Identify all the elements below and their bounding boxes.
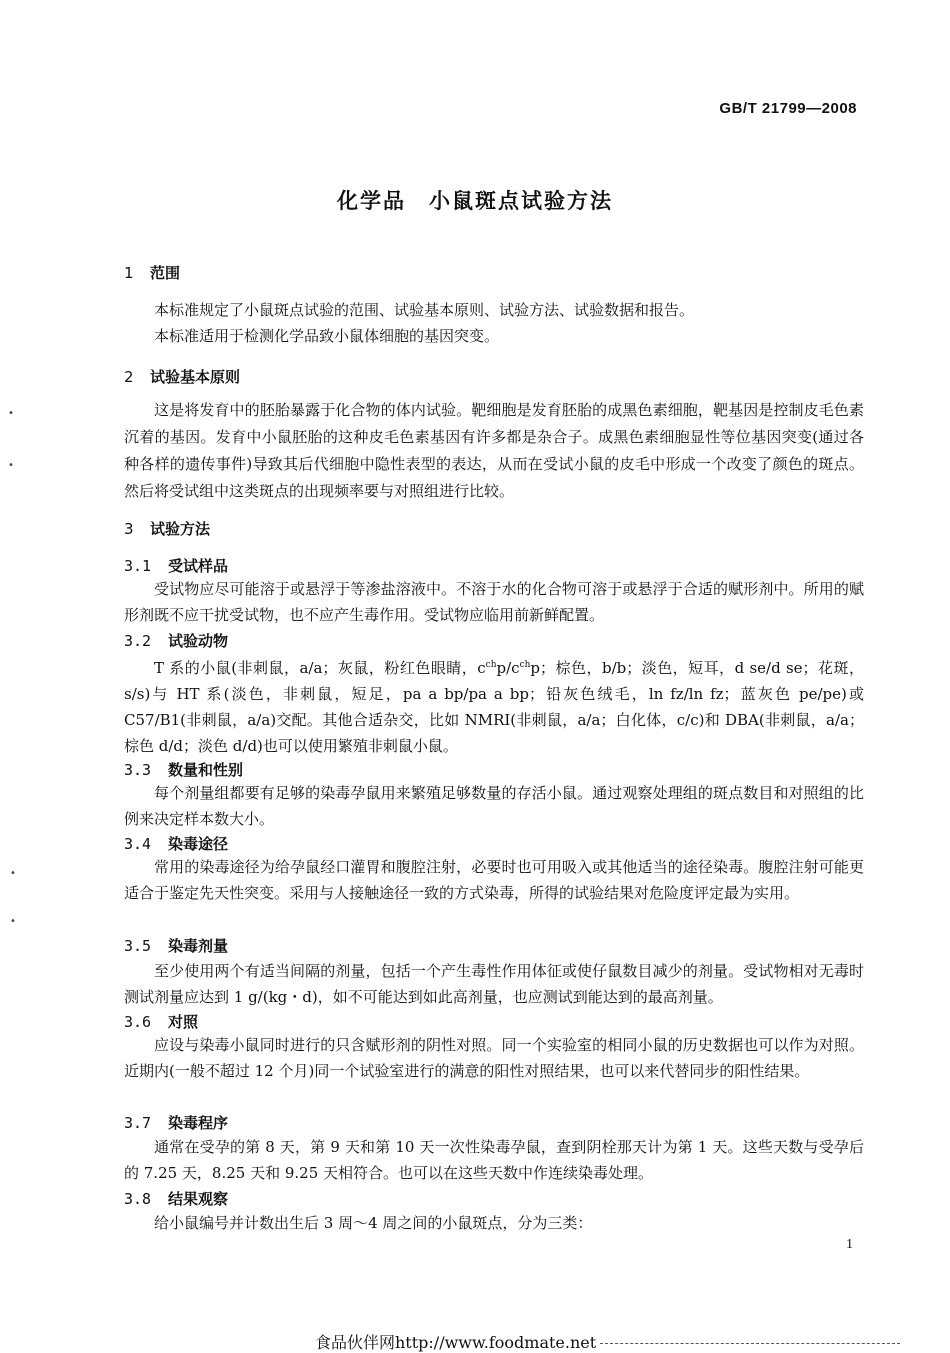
principle-paragraph: 这是将发育中的胚胎暴露于化合物的体内试验。靶细胞是发育胚胎的成黑色素细胞，靶基因是控制皮毛色素沉着的基因。发育中小鼠胚胎的这种皮毛色素基因有许多都是杂合子。成黑色素细胞显性等位基因突变(通过各种各样的遗传事件)导致其后代细胞中隐性表型的表达，从而在受试小鼠的皮毛中形成一个改变了颜色的斑点。然后将受试组中这类斑点的出现频率要与对照组进行比较。 (124, 401, 864, 500)
test-animal-paragraph (124, 652, 864, 759)
page-number: 1 (846, 1237, 853, 1252)
subsection-number: 3.7 (124, 1114, 152, 1132)
subsection-3-4-heading (124, 833, 228, 854)
control-paragraph: 应设与染毒小鼠同时进行的只含赋形剂的阴性对照。同一个实验室的相同小鼠的历史数据也可以作为对照。近期内(一般不超过 12 个月)同一个试验室进行的满意的阳性对照结果，也可以来代替同步的阳性结果。 (124, 1036, 864, 1080)
footer-rule (600, 1343, 900, 1344)
subsection-title: 试验动物 (168, 632, 229, 650)
subsection-number: 3.1 (124, 557, 152, 575)
subsection-number: 3.2 (124, 632, 152, 650)
subsection-title: 受试样品 (168, 557, 229, 575)
observation-paragraph: 给小鼠编号并计数出生后 3 周～4 周之间的小鼠斑点，分为三类： (154, 1214, 593, 1232)
subsection-3-2-heading (124, 630, 228, 651)
subsection-title: 染毒程序 (168, 1114, 229, 1132)
subsection-number: 3.4 (124, 835, 152, 853)
subsection-number: 3.5 (124, 937, 152, 955)
section-title: 试验方法 (150, 520, 211, 538)
procedure-paragraph: 通常在受孕的第 8 天，第 9 天和第 10 天一次性染毒孕鼠，查到阴栓那天计为第 1 天。这些天数与受孕后的 7.25 天，8.25 天和 9.25 天相符合。也可以在这些天数中作连续染毒处理。 (124, 1138, 864, 1182)
superscript: ch (519, 660, 531, 670)
superscript: ch (485, 660, 497, 670)
section-number: 2 (124, 368, 134, 386)
subsection-title: 对照 (168, 1013, 199, 1031)
section-title: 范围 (150, 264, 181, 282)
text-run: p/c (496, 659, 520, 677)
subsection-number: 3.6 (124, 1013, 152, 1031)
section-number: 3 (124, 520, 134, 538)
subsection-title: 染毒剂量 (168, 937, 229, 955)
section-3-heading (124, 518, 210, 539)
scan-speck: • (8, 460, 14, 471)
subsection-title: 结果观察 (168, 1190, 229, 1208)
section-number: 1 (124, 264, 134, 282)
subsection-title: 染毒途径 (168, 835, 229, 853)
footer-watermark (315, 1330, 900, 1353)
subsection-3-7-heading (124, 1112, 228, 1133)
standard-code: GB/T 21799—2008 (719, 100, 857, 117)
text-run: T 系的小鼠(非刺鼠，a/a；灰鼠，粉红色眼睛，c (154, 659, 486, 677)
subsection-3-3-heading (124, 759, 243, 780)
number-sex-paragraph: 每个剂量组都要有足够的染毒孕鼠用来繁殖足够数量的存活小鼠。通过观察处理组的斑点数目和对照组的比例来决定样本数大小。 (124, 784, 864, 828)
subsection-title: 数量和性别 (168, 761, 244, 779)
section-2-heading (124, 366, 240, 387)
exposure-route-paragraph: 常用的染毒途径为给孕鼠经口灌胃和腹腔注射，必要时也可用吸入或其他适当的途径染毒。腹腔注射可能更适合于鉴定先天性突变。采用与人接触途径一致的方式染毒，所得的试验结果对危险度评定最为实用。 (124, 858, 864, 902)
subsection-3-5-heading (124, 935, 228, 956)
subsection-3-8-heading (124, 1188, 228, 1209)
subsection-3-6-heading (124, 1011, 198, 1032)
scan-speck: • (8, 408, 14, 419)
subsection-number: 3.3 (124, 761, 152, 779)
footer-text: 食品伙伴网http://www.foodmate.net (315, 1333, 597, 1352)
subsection-number: 3.8 (124, 1190, 152, 1208)
subsection-3-1-heading (124, 555, 228, 576)
section-title: 试验基本原则 (150, 368, 241, 386)
test-sample-paragraph: 受试物应尽可能溶于或悬浮于等渗盐溶液中。不溶于水的化合物可溶于或悬浮于合适的赋形剂中。所用的赋形剂既不应干扰受试物，也不应产生毒作用。受试物应临用前新鲜配置。 (124, 580, 864, 624)
text-run: p；棕色，b/b；淡色，短耳，d se/d se；花斑，s/s)与 HT 系(淡色，非刺鼠，短足，pa a bp/pa a bp；铅灰色绒毛，ln fz/ln fz；蓝灰色 pe/pe)或 C57/B1(非刺鼠，a/a)交配。其他合适杂交，比如 NMRI(非刺鼠，a/a；白化体，c/c)和 DBA(非刺鼠，a/a；棕色 d/d；淡色 d/d)也可以使用繁殖非刺鼠小鼠。 (124, 659, 864, 755)
scan-speck: • (10, 916, 16, 927)
section-1-heading (124, 262, 180, 283)
scan-speck: • (10, 868, 16, 879)
scope-line-1: 本标准规定了小鼠斑点试验的范围、试验基本原则、试验方法、试验数据和报告。 (154, 301, 695, 319)
dose-paragraph: 至少使用两个有适当间隔的剂量，包括一个产生毒性作用体征或使仔鼠数目减少的剂量。受试物相对无毒时测试剂量应达到 1 g/(kg・d)，如不可能达到如此高剂量，也应测试到能达到的最高剂量。 (124, 962, 864, 1006)
document-title: 化学品 小鼠斑点试验方法 (337, 189, 613, 213)
scope-line-2: 本标准适用于检测化学品致小鼠体细胞的基因突变。 (154, 327, 500, 345)
